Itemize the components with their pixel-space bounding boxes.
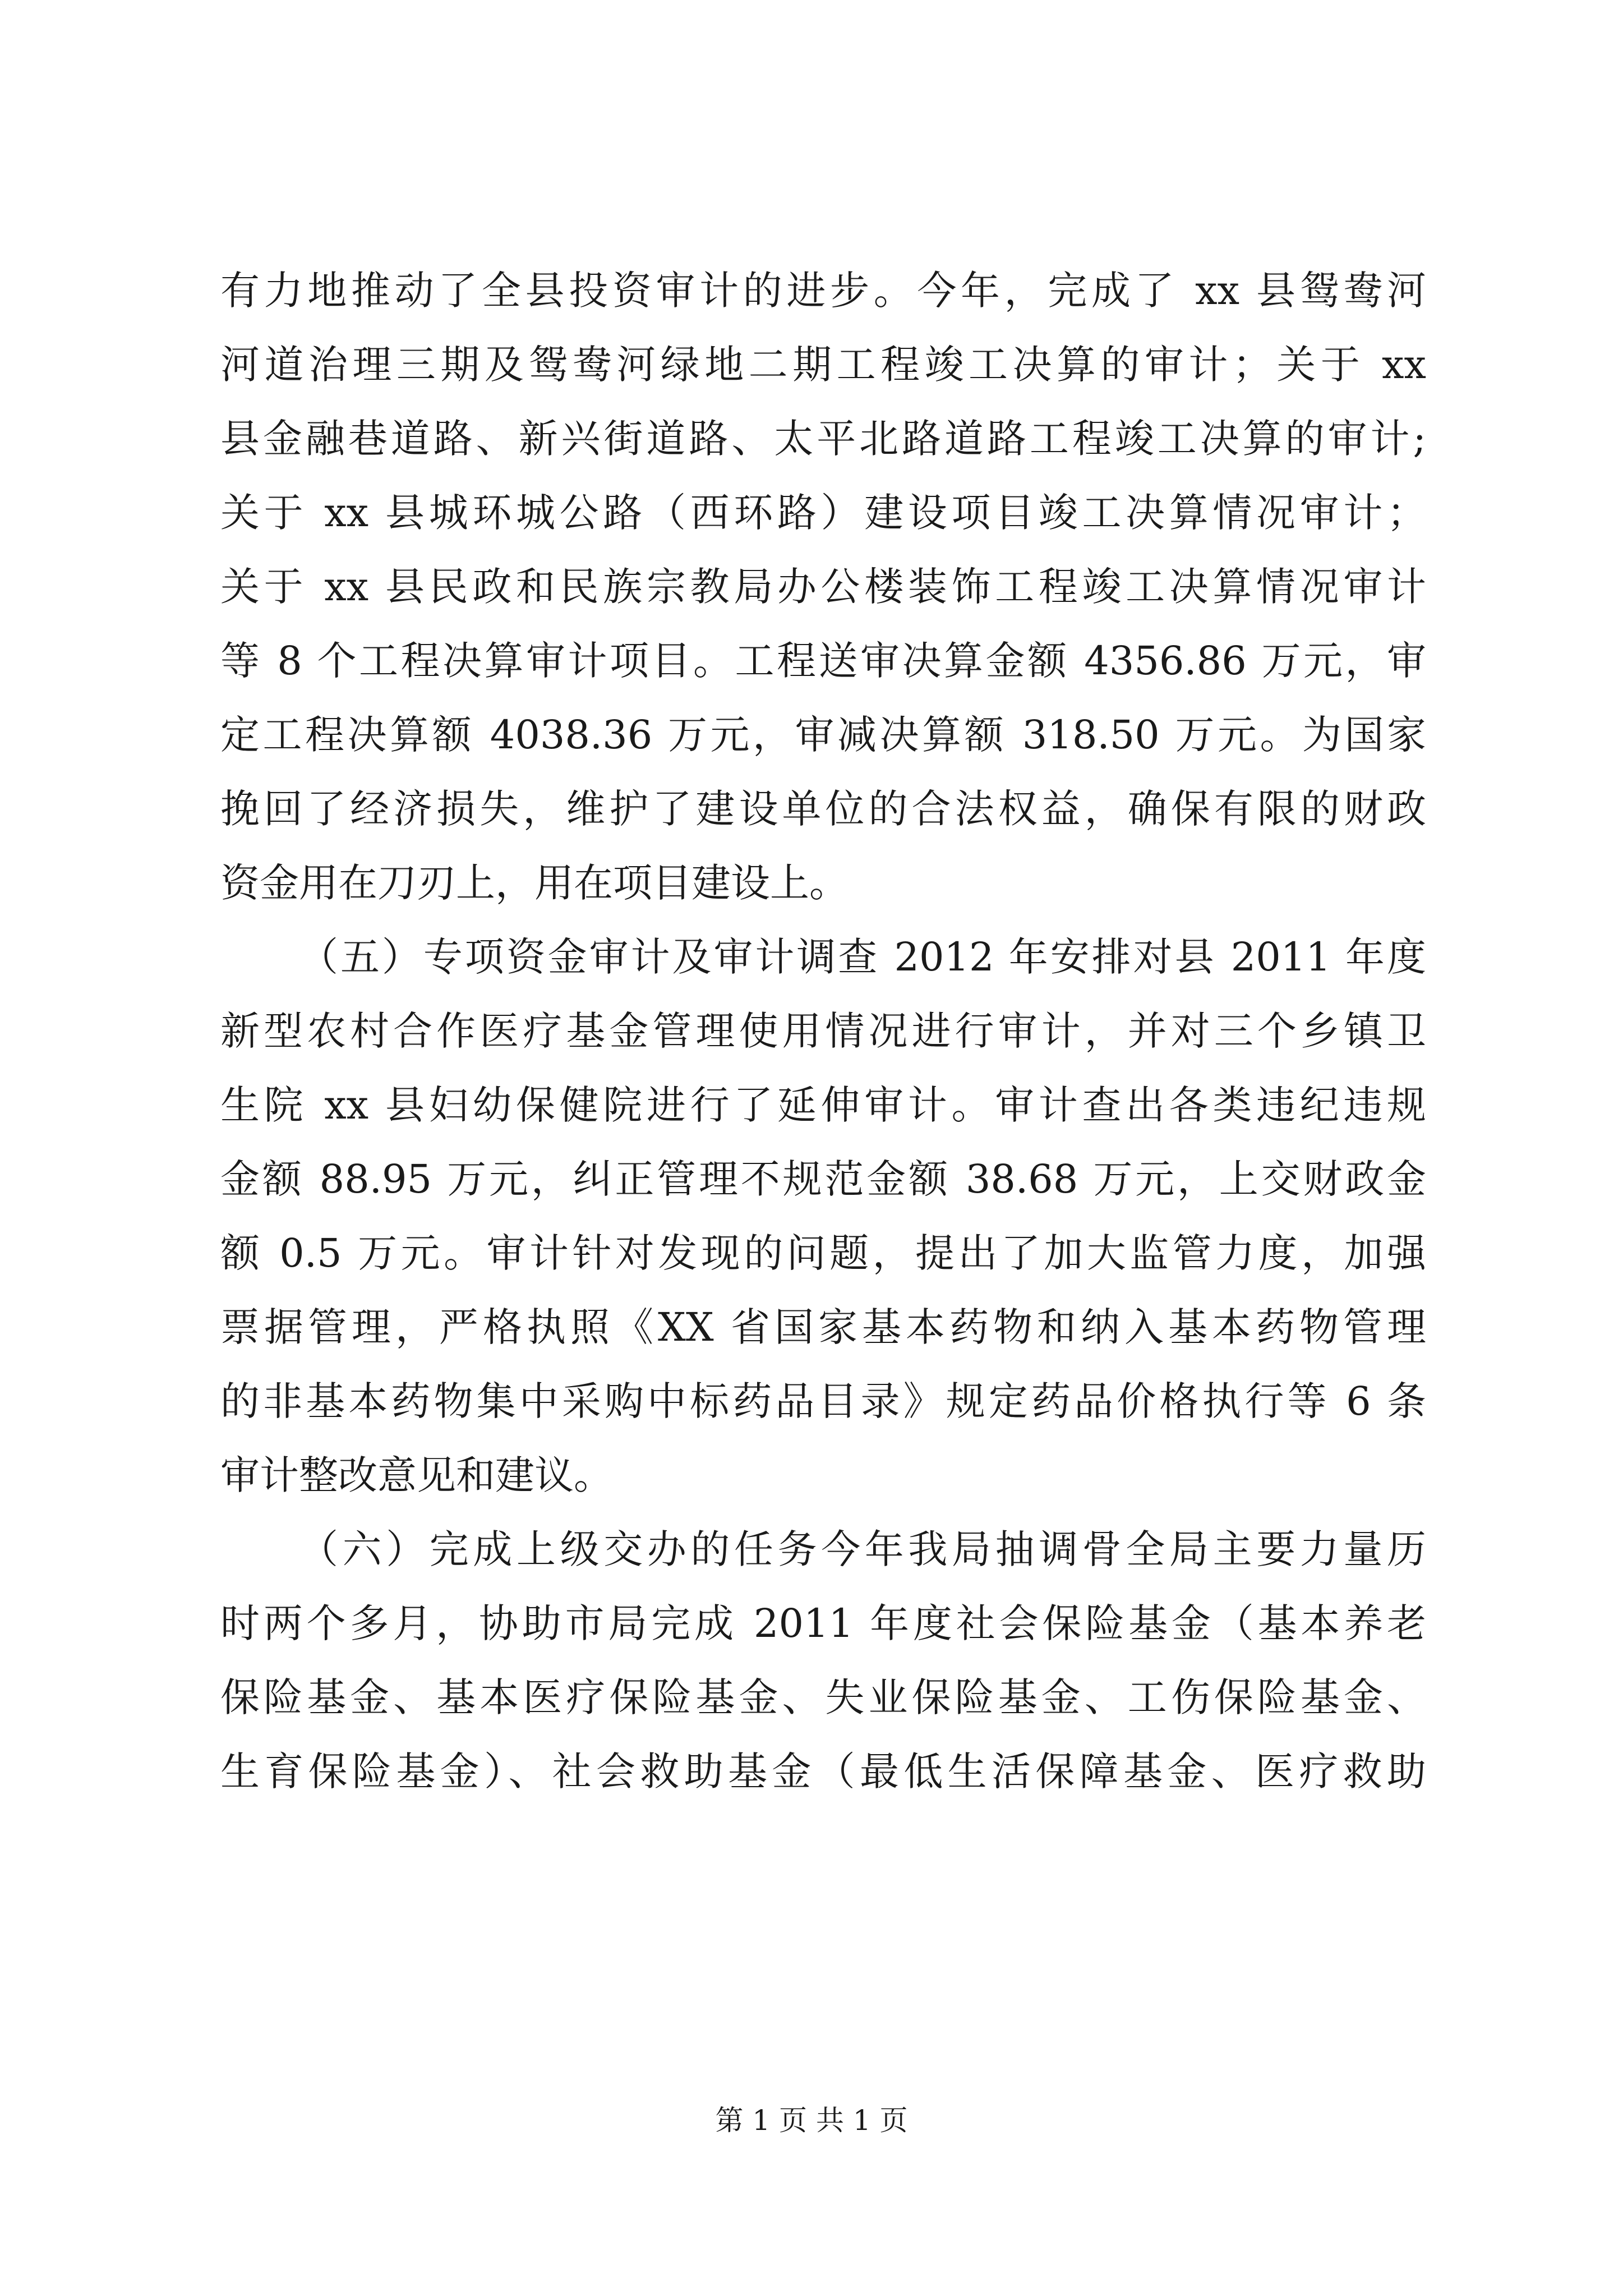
paragraph-line: 县金融巷道路、新兴街道路、太平北路道路工程竣工决算的审计; xyxy=(220,416,1426,462)
paragraph-line: 时两个多月，协助市局完成 2011 年度社会保险基金（基本养老 xyxy=(220,1600,1426,1646)
paragraph-line: 有力地推动了全县投资审计的进步。今年，完成了 xx 县鸳鸯河 xyxy=(220,268,1426,314)
paragraph-line: 资金用在刀刃上，用在项目建设上。 xyxy=(220,860,849,906)
paragraph-line: 审计整改意见和建议。 xyxy=(220,1452,613,1498)
section-heading-line: （五）专项资金审计及审计调查 2012 年安排对县 2011 年度 xyxy=(299,934,1426,980)
paragraph-line: 关于 xx 县民政和民族宗教局办公楼装饰工程竣工决算情况审计 xyxy=(220,564,1426,610)
paragraph-line: 挽回了经济损失，维护了建设单位的合法权益，确保有限的财政 xyxy=(220,786,1426,832)
paragraph-line: 的非基本药物集中采购中标药品目录》规定药品价格执行等 6 条 xyxy=(220,1378,1426,1424)
paragraph-line: 金额 88.95 万元，纠正管理不规范金额 38.68 万元，上交财政金 xyxy=(220,1156,1426,1202)
paragraph-line: 关于 xx 县城环城公路（西环路）建设项目竣工决算情况审计； xyxy=(220,490,1426,536)
page-number-footer: 第 1 页 共 1 页 xyxy=(715,2104,908,2137)
paragraph-line: 生育保险基金）、社会救助基金（最低生活保障基金、医疗救助 xyxy=(220,1749,1426,1795)
paragraph-line: 定工程决算额 4038.36 万元，审减决算额 318.50 万元。为国家 xyxy=(220,712,1426,758)
paragraph-line: 新型农村合作医疗基金管理使用情况进行审计，并对三个乡镇卫 xyxy=(220,1008,1426,1054)
paragraph-line: 保险基金、基本医疗保险基金、失业保险基金、工伤保险基金、 xyxy=(220,1674,1426,1720)
paragraph-line: 额 0.5 万元。审计针对发现的问题，提出了加大监管力度，加强 xyxy=(220,1230,1426,1276)
section-heading-line: （六）完成上级交办的任务今年我局抽调骨全局主要力量历 xyxy=(299,1526,1426,1572)
paragraph-line: 生院 xx 县妇幼保健院进行了延伸审计。审计查出各类违纪违规 xyxy=(220,1082,1426,1128)
paragraph-line: 河道治理三期及鸳鸯河绿地二期工程竣工决算的审计；关于 xx xyxy=(220,342,1426,388)
document-body xyxy=(220,254,1426,1809)
paragraph-line: 票据管理，严格执照《XX 省国家基本药物和纳入基本药物管理 xyxy=(220,1304,1426,1350)
paragraph-line: 等 8 个工程决算审计项目。工程送审决算金额 4356.86 万元，审 xyxy=(220,638,1426,684)
